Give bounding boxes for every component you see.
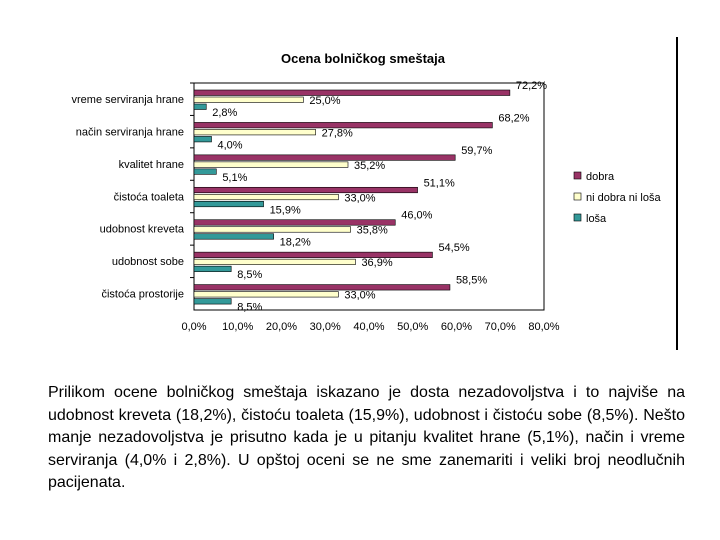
- category-label-vreme-serviranja-hrane: vreme serviranja hrane: [71, 94, 184, 106]
- data-label-losa-nacin-serviranja-hrane: 4,0%: [217, 139, 243, 152]
- x-tick-label: 40,0%: [353, 321, 385, 333]
- x-tick-label: 60,0%: [440, 321, 473, 333]
- legend-swatch-losa: [574, 214, 581, 221]
- bar-ni-dobra-ni-losa-cistoca-prostorije: [194, 292, 338, 298]
- bar-losa-udobnost-sobe: [194, 266, 231, 272]
- data-label-ni-dobra-ni-losa-udobnost-kreveta: 35,8%: [356, 224, 388, 237]
- x-tick-label: 20,0%: [265, 321, 298, 333]
- bar-dobra-kvalitet-hrane: [194, 155, 455, 161]
- bar-ni-dobra-ni-losa-udobnost-sobe: [194, 259, 355, 265]
- bar-losa-udobnost-kreveta: [194, 234, 274, 240]
- x-tick-label: 80,0%: [528, 321, 560, 333]
- data-label-ni-dobra-ni-losa-kvalitet-hrane: 35,2%: [354, 159, 386, 172]
- data-label-losa-cistoca-toaleta: 15,9%: [269, 204, 301, 217]
- data-label-ni-dobra-ni-losa-cistoca-prostorije: 33,0%: [344, 289, 376, 302]
- bar-ni-dobra-ni-losa-cistoca-toaleta: [194, 194, 338, 200]
- bar-dobra-udobnost-sobe: [194, 252, 432, 258]
- data-label-ni-dobra-ni-losa-cistoca-toaleta: 33,0%: [344, 192, 376, 205]
- bar-dobra-vreme-serviranja-hrane: [194, 90, 510, 96]
- category-label-udobnost-kreveta: udobnost kreveta: [99, 223, 184, 236]
- category-label-nacin-serviranja-hrane: način serviranja hrane: [75, 126, 184, 139]
- x-tick-label: 10,0%: [222, 321, 254, 333]
- legend-label-losa: loša: [586, 213, 607, 225]
- data-label-dobra-nacin-serviranja-hrane: 68,2%: [498, 112, 530, 125]
- category-label-udobnost-sobe: udobnost sobe: [111, 256, 184, 269]
- bar-dobra-cistoca-toaleta: [194, 187, 418, 193]
- bar-losa-cistoca-prostorije: [194, 299, 231, 305]
- bar-ni-dobra-ni-losa-kvalitet-hrane: [194, 162, 348, 168]
- x-tick-label: 70,0%: [484, 321, 516, 333]
- x-tick-label: 30,0%: [309, 321, 341, 333]
- category-label-cistoca-toaleta: čistoća toaleta: [113, 191, 184, 204]
- data-label-dobra-kvalitet-hrane: 59,7%: [461, 144, 493, 157]
- data-label-ni-dobra-ni-losa-udobnost-sobe: 36,9%: [361, 257, 393, 270]
- data-label-ni-dobra-ni-losa-vreme-serviranja-hrane: 25,0%: [309, 95, 341, 107]
- chart-title: Ocena bolničkog smeštaja: [280, 51, 446, 66]
- bar-ni-dobra-ni-losa-vreme-serviranja-hrane: [194, 97, 303, 103]
- x-tick-label: 50,0%: [397, 321, 429, 333]
- bar-ni-dobra-ni-losa-udobnost-kreveta: [194, 227, 351, 233]
- data-label-dobra-vreme-serviranja-hrane: 72,2%: [515, 80, 548, 92]
- data-label-losa-vreme-serviranja-hrane: 2,8%: [212, 107, 238, 119]
- data-label-dobra-udobnost-kreveta: 46,0%: [401, 209, 433, 222]
- category-label-kvalitet-hrane: kvalitet hrane: [118, 158, 184, 171]
- legend-swatch-ni-dobra-ni-losa: [574, 193, 581, 200]
- data-label-dobra-cistoca-prostorije: 58,5%: [455, 274, 488, 287]
- bar-losa-nacin-serviranja-hrane: [194, 136, 212, 142]
- divider-line: [676, 37, 678, 350]
- x-tick-label: 0,0%: [181, 321, 207, 333]
- data-label-losa-udobnost-kreveta: 18,2%: [279, 236, 311, 249]
- bar-dobra-cistoca-prostorije: [194, 285, 450, 291]
- bar-losa-vreme-serviranja-hrane: [194, 104, 206, 110]
- data-label-ni-dobra-ni-losa-nacin-serviranja-hrane: 27,8%: [321, 127, 353, 140]
- caption-text: Prilikom ocene bolničkog smeštaja iskazano je dosta nezadovoljstva i to najviše na udobnost kreveta (18,2%), čistoću toaleta (15,9%), udobnost i čistoću sobe (8,5%). Nešto manje nezadovoljstva je prisutno kada je u pitanju kvalitet hrane (5,1%), način i vreme serviranja (4,0% i 2,8%). U opštoj oceni se ne sme zanemariti i veliki broj neodlučnih pacijenata.: [48, 384, 685, 491]
- data-label-losa-kvalitet-hrane: 5,1%: [222, 171, 248, 184]
- legend-label-ni-dobra-ni-losa: ni dobra ni loša: [586, 192, 661, 204]
- data-label-losa-cistoca-prostorije: 8,5%: [237, 301, 263, 314]
- legend-label-dobra: dobra: [586, 171, 615, 183]
- legend-swatch-dobra: [574, 172, 581, 179]
- legend: [574, 171, 661, 225]
- bar-ni-dobra-ni-losa-nacin-serviranja-hrane: [194, 129, 316, 135]
- category-label-cistoca-prostorije: čistoća prostorije: [101, 288, 184, 301]
- data-label-dobra-udobnost-sobe: 54,5%: [438, 242, 470, 255]
- data-label-dobra-cistoca-toaleta: 51,1%: [423, 177, 455, 190]
- bar-losa-cistoca-toaleta: [194, 201, 264, 207]
- bar-losa-kvalitet-hrane: [194, 169, 216, 175]
- data-label-losa-udobnost-sobe: 8,5%: [237, 269, 263, 282]
